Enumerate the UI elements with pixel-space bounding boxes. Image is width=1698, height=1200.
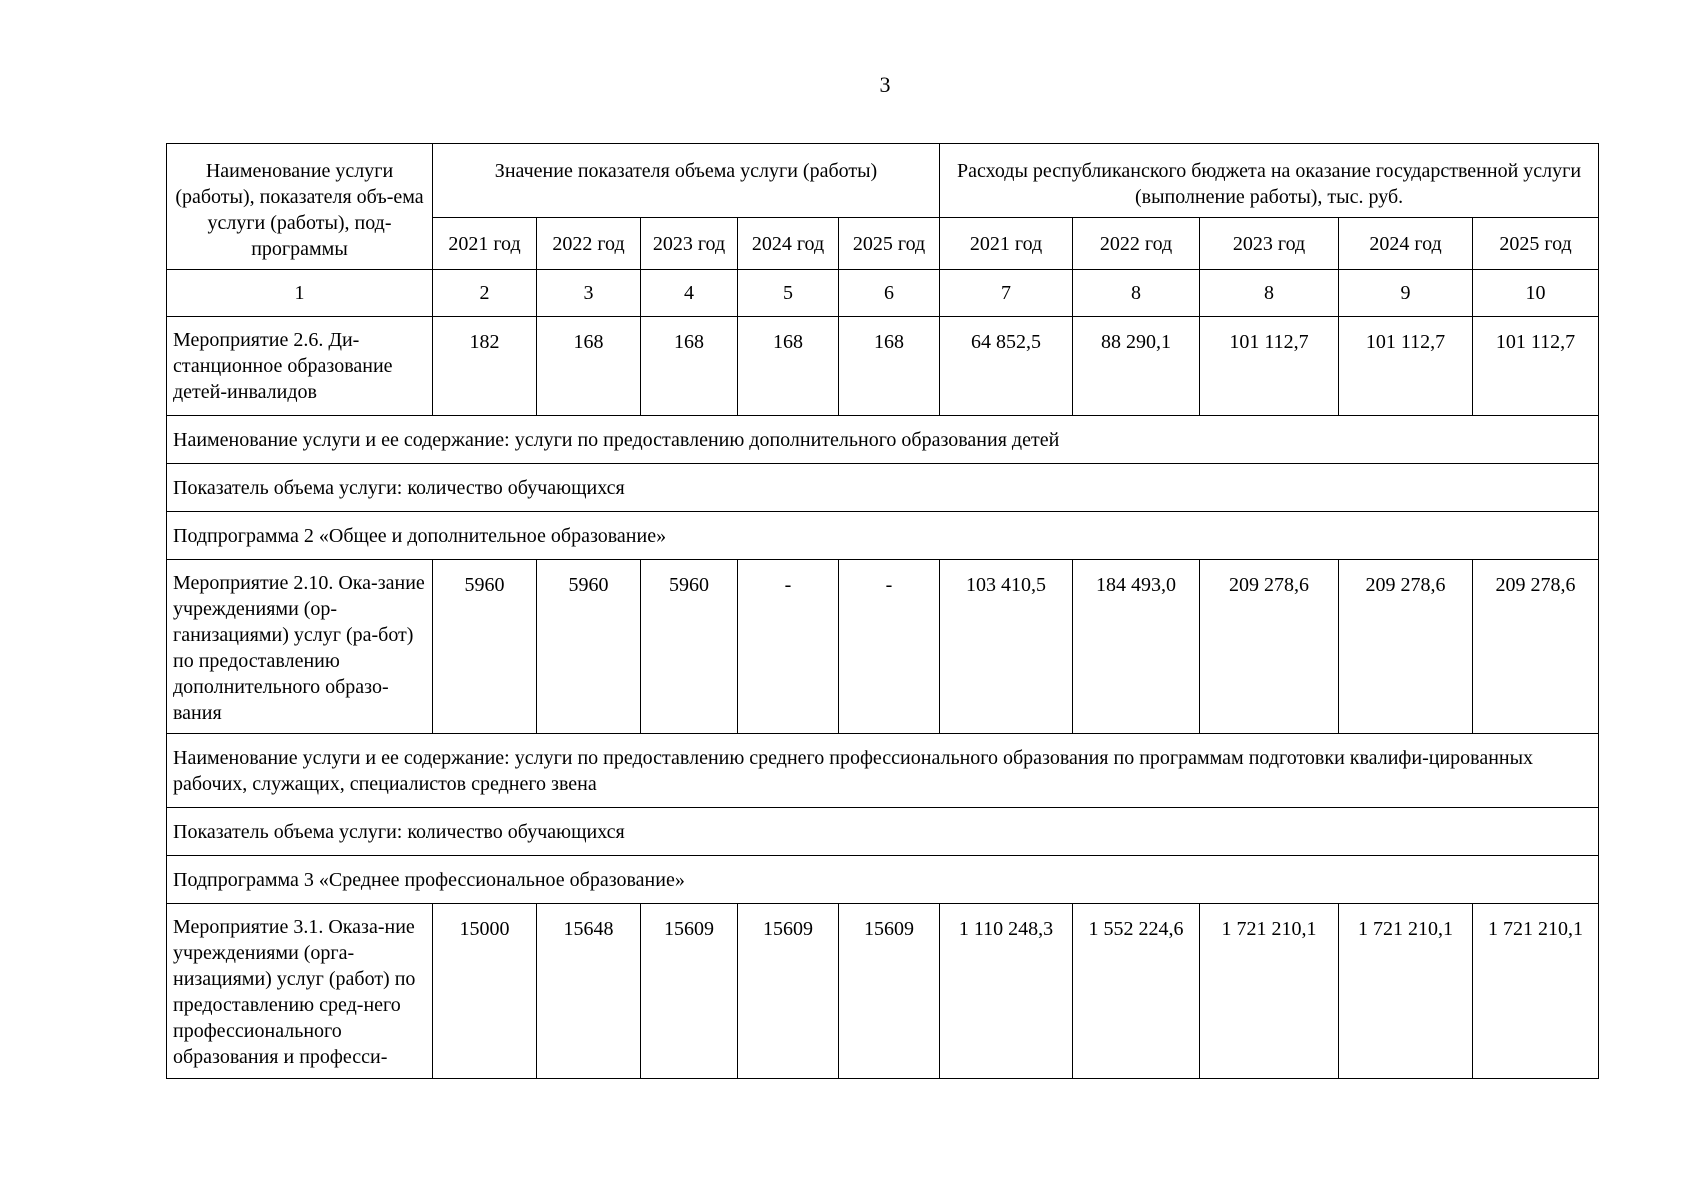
volume-value: 15609 — [839, 904, 940, 1079]
expense-value: 1 721 210,1 — [1339, 904, 1473, 1079]
table-row — [167, 856, 1599, 904]
table-row — [167, 560, 1599, 734]
column-number: 2 — [433, 270, 537, 317]
expense-value: 88 290,1 — [1073, 317, 1200, 416]
table-row — [167, 734, 1599, 808]
column-number: 5 — [738, 270, 839, 317]
column-number: 9 — [1339, 270, 1473, 317]
volume-indicator: Показатель объема услуги: количество обучающихся — [167, 808, 1599, 856]
expense-value: 209 278,6 — [1200, 560, 1339, 734]
expense-value: 101 112,7 — [1339, 317, 1473, 416]
column-number: 8 — [1200, 270, 1339, 317]
volume-value: 168 — [738, 317, 839, 416]
subprogram-title: Подпрограмма 2 «Общее и дополнительное образование» — [167, 512, 1599, 560]
column-number: 6 — [839, 270, 940, 317]
volume-value: - — [738, 560, 839, 734]
table-row — [167, 464, 1599, 512]
header-name-col: Наименование услуги (работы), показателя объ-ема услуги (работы), под-программы — [167, 144, 433, 270]
volume-value: 5960 — [433, 560, 537, 734]
volume-value: 182 — [433, 317, 537, 416]
expense-value: 101 112,7 — [1200, 317, 1339, 416]
activity-name: Мероприятие 2.10. Ока-зание учреждениями (ор-ганизациями) услуг (ра-бот) по предоставлению дополнительного образо-вания — [167, 560, 433, 734]
header-volume-year: 2021 год — [433, 218, 537, 270]
volume-value: 168 — [641, 317, 738, 416]
header-expense-group: Расходы республиканского бюджета на оказание государственной услуги (выполнение работы), тыс. руб. — [940, 144, 1599, 218]
table-row — [167, 512, 1599, 560]
activity-name: Мероприятие 3.1. Оказа-ние учреждениями (орга-низациями) услуг (работ) по предоставлению сред-него профессионального образования и професси- — [167, 904, 433, 1079]
volume-value: 168 — [839, 317, 940, 416]
column-number: 7 — [940, 270, 1073, 317]
column-number: 4 — [641, 270, 738, 317]
header-volume-year: 2025 год — [839, 218, 940, 270]
column-numbers-row — [167, 270, 1599, 317]
header-expense-year: 2024 год — [1339, 218, 1473, 270]
volume-value: 15000 — [433, 904, 537, 1079]
subprogram-title: Подпрограмма 3 «Среднее профессиональное образование» — [167, 856, 1599, 904]
expense-value: 184 493,0 — [1073, 560, 1200, 734]
header-volume-group: Значение показателя объема услуги (работы) — [433, 144, 940, 218]
volume-value: 168 — [537, 317, 641, 416]
budget-table — [166, 143, 1599, 1079]
expense-value: 101 112,7 — [1473, 317, 1599, 416]
volume-value: 5960 — [641, 560, 738, 734]
page-number: 3 — [879, 72, 891, 97]
header-volume-year: 2024 год — [738, 218, 839, 270]
table-row — [167, 416, 1599, 464]
expense-value: 1 721 210,1 — [1473, 904, 1599, 1079]
volume-value: 15609 — [738, 904, 839, 1079]
volume-value: 5960 — [537, 560, 641, 734]
header-row — [167, 144, 1599, 218]
expense-value: 64 852,5 — [940, 317, 1073, 416]
service-description: Наименование услуги и ее содержание: услуги по предоставлению дополнительного образования детей — [167, 416, 1599, 464]
volume-value: 15648 — [537, 904, 641, 1079]
service-description: Наименование услуги и ее содержание: услуги по предоставлению среднего профессионального образования по программам подготовки квалифи-цированных рабочих, служащих, специалистов среднего звена — [167, 734, 1599, 808]
header-expense-year: 2025 год — [1473, 218, 1599, 270]
header-volume-year: 2023 год — [641, 218, 738, 270]
table-row — [167, 904, 1599, 1079]
header-expense-year: 2023 год — [1200, 218, 1339, 270]
expense-value: 1 721 210,1 — [1200, 904, 1339, 1079]
column-number: 10 — [1473, 270, 1599, 317]
table-row — [167, 808, 1599, 856]
activity-name: Мероприятие 2.6. Ди-станционное образование детей-инвалидов — [167, 317, 433, 416]
volume-indicator: Показатель объема услуги: количество обучающихся — [167, 464, 1599, 512]
expense-value: 209 278,6 — [1339, 560, 1473, 734]
column-number: 8 — [1073, 270, 1200, 317]
header-expense-year: 2021 год — [940, 218, 1073, 270]
column-number: 1 — [167, 270, 433, 317]
header-volume-year: 2022 год — [537, 218, 641, 270]
volume-value: 15609 — [641, 904, 738, 1079]
expense-value: 209 278,6 — [1473, 560, 1599, 734]
column-number: 3 — [537, 270, 641, 317]
header-expense-year: 2022 год — [1073, 218, 1200, 270]
table-row — [167, 317, 1599, 416]
volume-value: - — [839, 560, 940, 734]
expense-value: 103 410,5 — [940, 560, 1073, 734]
expense-value: 1 552 224,6 — [1073, 904, 1200, 1079]
expense-value: 1 110 248,3 — [940, 904, 1073, 1079]
